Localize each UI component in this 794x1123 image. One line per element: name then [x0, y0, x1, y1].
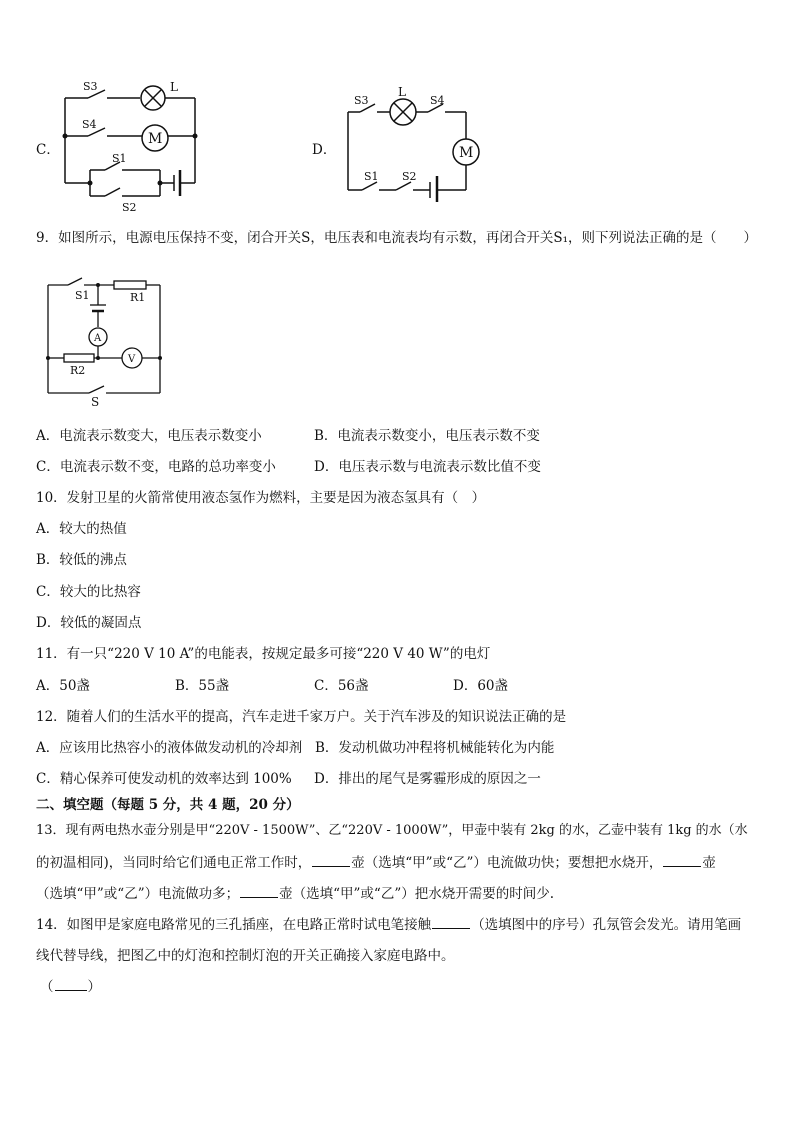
q10-stem: 10．发射卫星的火箭常使用液态氢作为燃料，主要是因为液态氢具有（ ） — [36, 490, 486, 506]
q13-text-3b: 壶（选填“甲”或“乙”）把水烧开需要的时间少. — [279, 886, 555, 902]
q14-blank-1[interactable] — [432, 916, 470, 929]
q13-text-2b: 壶（选填“甲”或“乙”）电流做功快；要想把水烧开， — [351, 855, 663, 871]
c-s3-label: S3 — [83, 80, 98, 93]
q9-r1-label: R1 — [130, 291, 146, 304]
q11-stem: 11．有一只“220 V 10 A”的电能表，按规定最多可接“220 V 40 W”的电灯 — [36, 646, 491, 662]
q11-option-c: C．56盏 — [314, 678, 369, 694]
q9-r2-label: R2 — [70, 364, 86, 377]
q13-blank-3[interactable] — [240, 885, 278, 898]
q9-option-b: B．电流表示数变小，电压表示数不变 — [314, 428, 540, 444]
q14-line1 — [36, 916, 741, 934]
c-lamp-label: L — [170, 80, 178, 94]
q9-voltmeter-label: V — [128, 354, 136, 365]
q9-option-d: D．电压表示数与电流表示数比值不变 — [314, 459, 541, 475]
q13-text-2a: 的初温相同)，当同时给它们通电正常工作时， — [36, 855, 312, 871]
d-s3-label: S3 — [354, 94, 369, 107]
q9-s-label: S — [91, 395, 100, 409]
q14-line2: 线代替导线，把图乙中的灯泡和控制灯泡的开关正确接入家庭电路中。 — [36, 948, 455, 964]
q14-text-1a: 14．如图甲是家庭电路常见的三孔插座，在电路正常时试电笔接触 — [36, 917, 432, 933]
q14-paren-open: （ — [40, 979, 54, 995]
q11-option-d: D．60盏 — [453, 678, 509, 694]
q9-s1-label: S1 — [75, 289, 90, 302]
option-c-label: C． — [36, 142, 60, 158]
q13-line1: 13．现有两电热水壶分别是甲“220V - 1500W”、乙“220V - 1000W”，甲壶中装有 2kg 的水，乙壶中装有 1kg 的水（水 — [36, 823, 748, 838]
q13-line2 — [36, 854, 716, 872]
q9-circuit — [44, 275, 174, 409]
q14-answer — [40, 978, 101, 996]
q9-option-c: C．电流表示数不变，电路的总功率变小 — [36, 459, 276, 475]
q12-option-c: C．精心保养可使发动机的效率达到 100% — [36, 771, 292, 787]
c-s2-label: S2 — [122, 201, 137, 214]
q13-text-3a: （选填“甲”或“乙”）电流做功多； — [36, 886, 240, 902]
d-s1-label: S1 — [364, 170, 379, 183]
d-s4-label: S4 — [430, 94, 445, 107]
q12-option-a: A．应该用比热容小的液体做发动机的冷却剂 — [36, 740, 303, 756]
q8-option-d-circuit — [340, 84, 490, 199]
q9-option-a: A．电流表示数变大，电压表示数变小 — [36, 428, 262, 444]
q13-blank-1[interactable] — [312, 854, 350, 867]
q10-option-c: C．较大的比热容 — [36, 584, 141, 600]
d-motor-label: M — [459, 145, 474, 161]
q8-option-c-circuit — [60, 78, 210, 213]
q10-option-a: A．较大的热值 — [36, 521, 127, 537]
q13-blank-2[interactable] — [663, 854, 701, 867]
d-s2-label: S2 — [402, 170, 417, 183]
q10-option-b: B．较低的沸点 — [36, 552, 127, 568]
c-s1-label: S1 — [112, 152, 127, 165]
q10-option-d: D．较低的凝固点 — [36, 615, 142, 631]
q13-text-2c: 壶 — [702, 855, 716, 871]
q14-answer-blank[interactable] — [55, 978, 87, 991]
q14-text-1b: （选填图中的序号）孔氖管会发光。请用笔画 — [471, 917, 742, 933]
q12-option-d: D．排出的尾气是雾霾形成的原因之一 — [314, 771, 541, 787]
q14-paren-close: ） — [87, 979, 101, 995]
q11-option-a: A．50盏 — [36, 678, 90, 694]
q13-line3 — [36, 885, 554, 903]
q9-stem: 9．如图所示，电源电压保持不变，闭合开关S，电压表和电流表均有示数，再闭合开关S₁，则下列说法正确的是（ ） — [36, 230, 757, 246]
q12-stem: 12．随着人们的生活水平的提高，汽车走进千家万户。关于汽车涉及的知识说法正确的是 — [36, 709, 567, 725]
section-heading: 二、填空题（每题 5 分，共 4 题，20 分） — [36, 797, 300, 813]
q12-option-b: B．发动机做功冲程将机械能转化为内能 — [315, 740, 555, 756]
q11-option-b: B．55盏 — [175, 678, 230, 694]
c-motor-label: M — [148, 131, 163, 147]
q9-ammeter-label: A — [94, 333, 102, 344]
option-d-label: D． — [312, 142, 337, 158]
c-s4-label: S4 — [82, 118, 97, 131]
d-lamp-label: L — [398, 85, 406, 99]
